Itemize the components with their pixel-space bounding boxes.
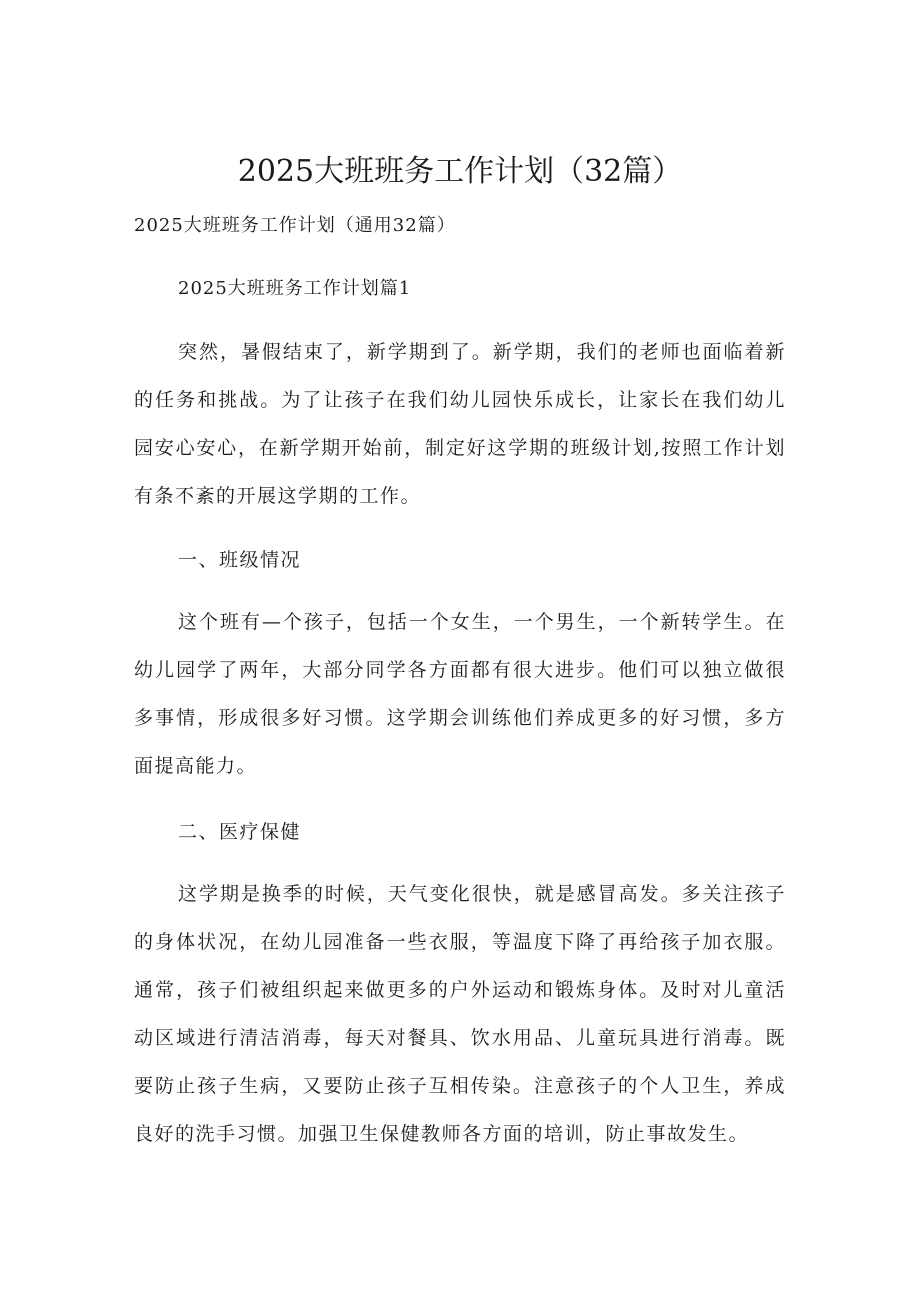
document-title: 2025大班班务工作计划（32篇）: [237, 154, 683, 189]
document-subtitle: 2025大班班务工作计划（通用32篇）: [134, 215, 456, 236]
health-care-paragraph: 这学期是换季的时候，天气变化很快，就是感冒高发。多关注孩子的身体状况，在幼儿园准备一些衣服，等温度下降了再给孩子加衣服。通常，孩子们被组织起来做更多的户外运动和锻炼身体。及时对儿童活动区域进行清洁消毒，每天对餐具、饮水用品、儿童玩具进行消毒。既要防止孩子生病，又要防止孩子互相传染。注意孩子的个人卫生，养成良好的洗手习惯。加强卫生保健教师各方面的培训，防止事故发生。: [134, 883, 786, 1145]
section-part-title: 2025大班班务工作计划篇1: [178, 278, 412, 299]
class-situation-paragraph: 这个班有—个孩子，包括一个女生，一个男生，一个新转学生。在幼儿园学了两年，大部分同学各方面都有很大进步。他们可以独立做很多事情，形成很多好习惯。这学期会训练他们养成更多的好习惯，多方面提高能力。: [134, 611, 786, 777]
intro-paragraph: 突然，暑假结束了，新学期到了。新学期，我们的老师也面临着新的任务和挑战。为了让孩子在我们幼儿园快乐成长，让家长在我们幼儿园安心安心，在新学期开始前，制定好这学期的班级计划,按照工作计划有条不紊的开展这学期的工作。: [134, 341, 786, 507]
heading-health-care: 二、医疗保健: [178, 821, 302, 843]
heading-class-situation: 一、班级情况: [178, 549, 302, 571]
